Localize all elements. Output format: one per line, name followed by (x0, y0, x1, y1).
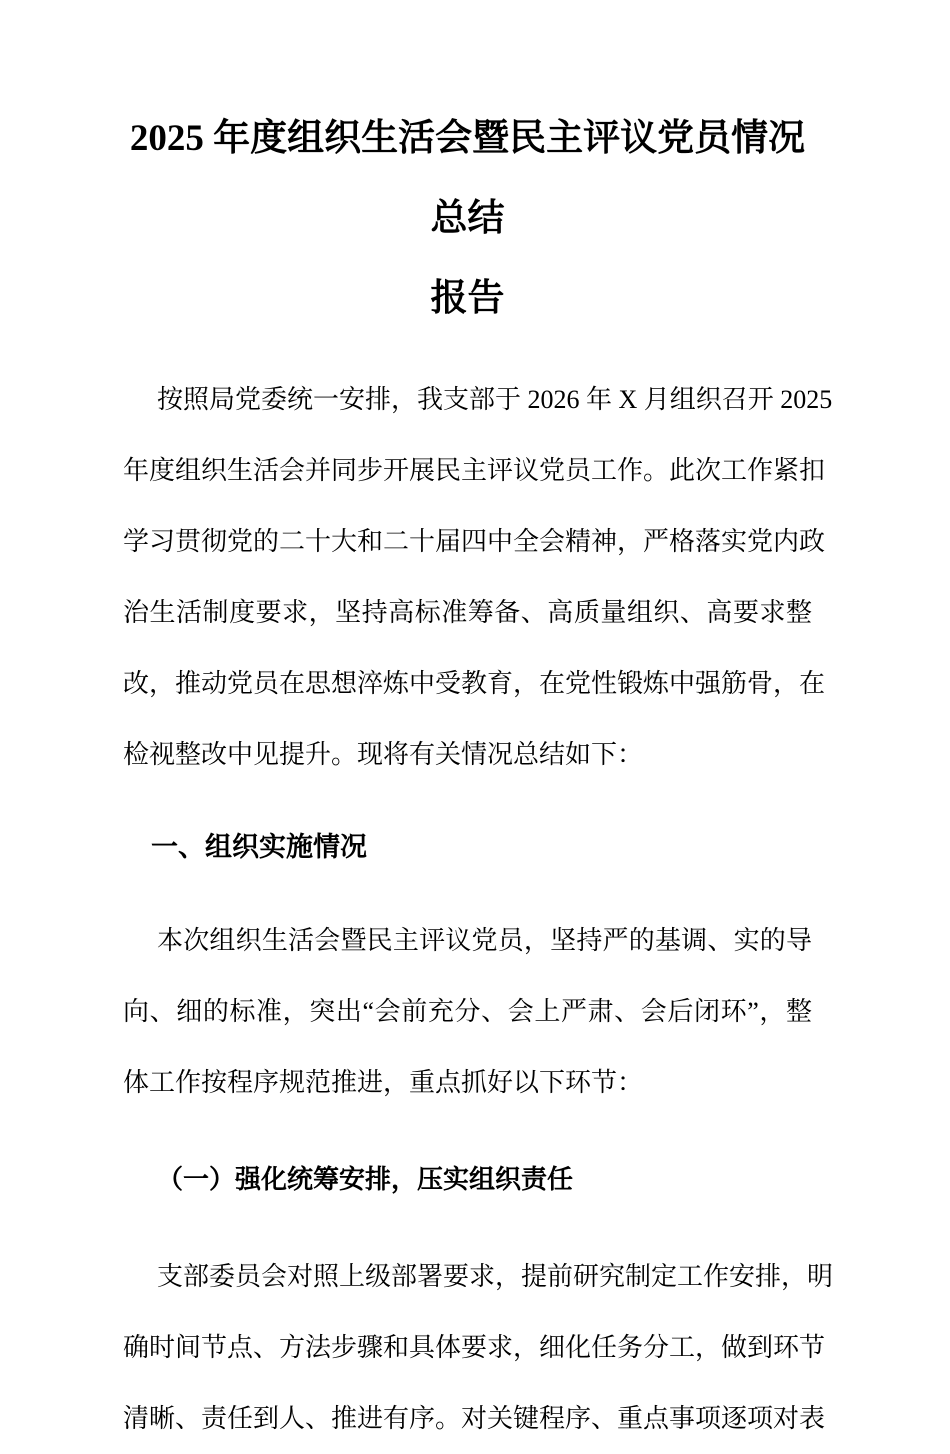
text-line: 清晰、责任到人、推进有序。对关键程序、重点事项逐项对表 (123, 1404, 826, 1434)
document-title (123, 25, 812, 339)
subsection-heading-1: （一）强化统筹安排，压实组织责任 (157, 1165, 574, 1195)
document-content (123, 0, 834, 1454)
paragraph-subsection1-detail (123, 1241, 834, 1454)
document-body (123, 364, 834, 1454)
text-line: 检视整改中见提升。现将有关情况总结如下： (123, 739, 644, 769)
text-line: 按照局党委统一安排，我支部于 2026 年 X 月组织召开 2025 (157, 384, 833, 414)
text-line: 学习贯彻党的二十大和二十届四中全会精神，严格落实党内政 (123, 526, 826, 556)
text-line: 治生活制度要求，坚持高标准筹备、高质量组织、高要求整 (123, 597, 812, 627)
text-line: 本次组织生活会暨民主评议党员，坚持严的基调、实的导 (157, 926, 812, 956)
text-line: 体工作按程序规范推进，重点抓好以下环节： (123, 1068, 644, 1098)
text-line: 确时间节点、方法步骤和具体要求，细化任务分工，做到环节 (123, 1333, 826, 1363)
text-line: 支部委员会对照上级部署要求，提前研究制定工作安排，明 (157, 1262, 834, 1292)
document-title-line-1: 2025 年度组织生活会暨民主评议党员情况总结 (129, 117, 806, 239)
document-title-line-2: 报告 (430, 277, 505, 319)
section-heading-1: 一、组织实施情况 (151, 831, 367, 862)
paragraph-intro (123, 364, 833, 790)
text-line: 改，推动党员在思想淬炼中受教育，在党性锻炼中强筋骨，在 (123, 668, 826, 698)
paragraph-section1-overview (123, 905, 812, 1118)
text-line: 向、细的标准，突出“会前充分、会上严肃、会后闭环”，整 (123, 997, 812, 1027)
text-line: 年度组织生活会并同步开展民主评议党员工作。此次工作紧扣 (123, 455, 826, 485)
